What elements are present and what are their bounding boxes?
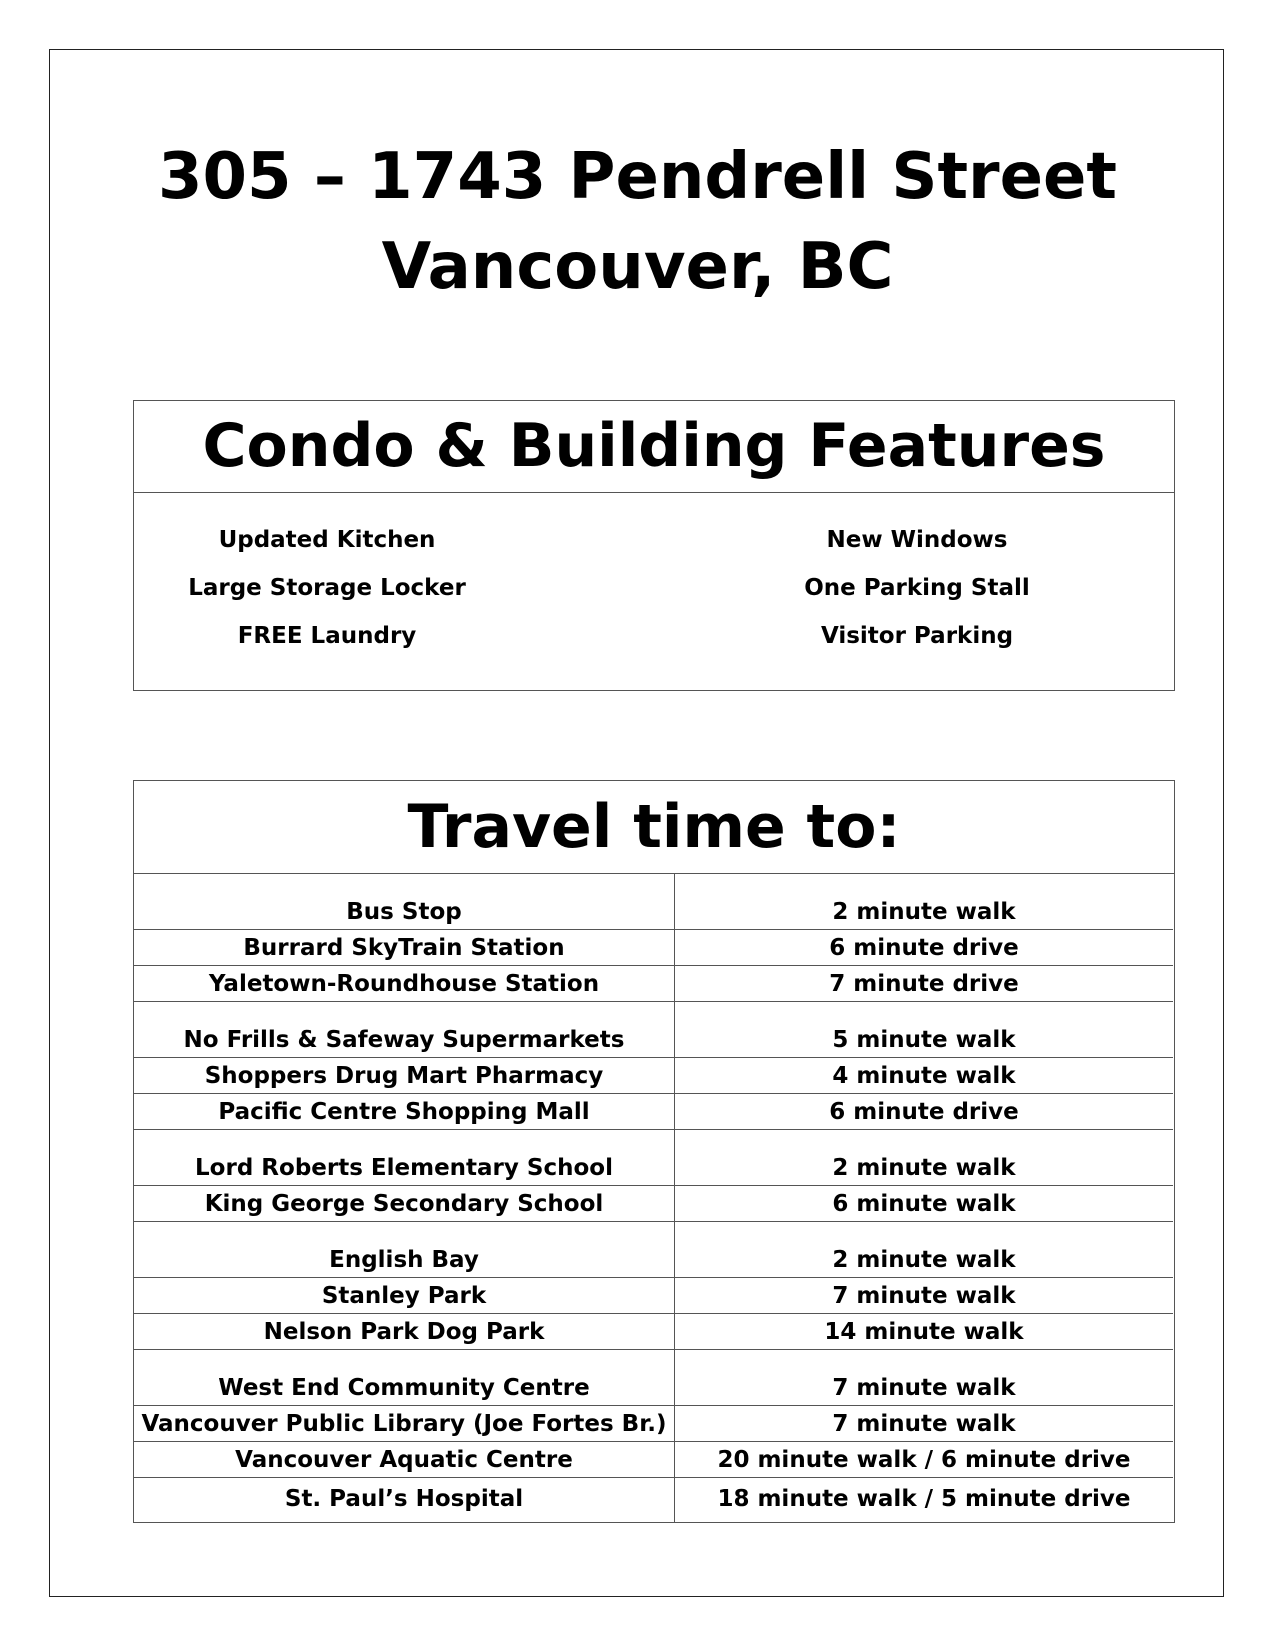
travel-time-cell: 7 minute walk — [832, 1411, 1016, 1437]
travel-time-cell: 2 minute walk — [832, 1247, 1016, 1273]
travel-time-cell: 20 minute walk / 6 minute drive — [717, 1447, 1131, 1473]
destination-cell: Vancouver Public Library (Joe Fortes Br.) — [141, 1411, 667, 1437]
travel-time-cell: 2 minute walk — [832, 899, 1016, 925]
feature-item: Large Storage Locker — [188, 575, 466, 601]
table-row — [134, 1130, 1173, 1186]
destination-cell: King George Secondary School — [204, 1191, 604, 1217]
travel-title: Travel time to: — [134, 781, 1174, 874]
destination-cell: Nelson Park Dog Park — [263, 1319, 545, 1345]
destination-cell: Stanley Park — [321, 1283, 487, 1309]
feature-item: FREE Laundry — [237, 623, 417, 649]
table-row — [134, 1222, 1173, 1278]
feature-item: Visitor Parking — [820, 623, 1014, 649]
table-row — [134, 966, 1173, 1002]
destination-cell: Vancouver Aquatic Centre — [235, 1447, 573, 1473]
table-row — [134, 1314, 1173, 1350]
travel-time-cell: 4 minute walk — [832, 1063, 1016, 1089]
travel-time-cell: 6 minute drive — [829, 1099, 1019, 1125]
travel-time-cell: 6 minute drive — [829, 935, 1019, 961]
table-row — [134, 1478, 1173, 1516]
destination-cell: English Bay — [329, 1247, 479, 1273]
destination-cell: Bus Stop — [346, 899, 462, 925]
table-row — [134, 1186, 1173, 1222]
destination-cell: Yaletown-Roundhouse Station — [208, 971, 600, 997]
travel-time-cell: 6 minute walk — [832, 1191, 1016, 1217]
destination-cell: Lord Roberts Elementary School — [195, 1155, 613, 1181]
destination-cell: Burrard SkyTrain Station — [243, 935, 565, 961]
travel-time-cell: 2 minute walk — [832, 1155, 1016, 1181]
travel-section — [133, 780, 1175, 1523]
destination-cell: St. Paul’s Hospital — [284, 1486, 524, 1512]
feature-item: New Windows — [826, 527, 1008, 553]
travel-time-cell: 7 minute drive — [829, 971, 1019, 997]
table-row — [134, 1406, 1173, 1442]
destination-cell: Shoppers Drug Mart Pharmacy — [204, 1063, 604, 1089]
table-row — [134, 1094, 1173, 1130]
travel-time-cell: 7 minute walk — [832, 1375, 1016, 1401]
features-title: Condo & Building Features — [134, 401, 1174, 493]
address-street: 305 – 1743 Pendrell Street — [157, 140, 1118, 214]
travel-time-cell: 7 minute walk — [832, 1283, 1016, 1309]
table-row — [134, 1278, 1173, 1314]
feature-item: One Parking Stall — [804, 575, 1030, 601]
travel-table — [134, 874, 1174, 1522]
table-row — [134, 930, 1173, 966]
features-section — [133, 400, 1175, 691]
feature-item: Updated Kitchen — [218, 527, 436, 553]
travel-time-cell: 5 minute walk — [832, 1027, 1016, 1053]
destination-cell: West End Community Centre — [218, 1375, 590, 1401]
table-row — [134, 1350, 1173, 1406]
travel-time-cell: 18 minute walk / 5 minute drive — [717, 1486, 1131, 1512]
table-row — [134, 1058, 1173, 1094]
address-city: Vancouver, BC — [381, 230, 894, 304]
travel-time-cell: 14 minute walk — [824, 1319, 1024, 1345]
features-list — [134, 493, 1174, 690]
table-row — [134, 874, 1173, 930]
destination-cell: Pacific Centre Shopping Mall — [218, 1099, 590, 1125]
table-row — [134, 1442, 1173, 1478]
table-row — [134, 1002, 1173, 1058]
destination-cell: No Frills & Safeway Supermarkets — [183, 1027, 625, 1053]
